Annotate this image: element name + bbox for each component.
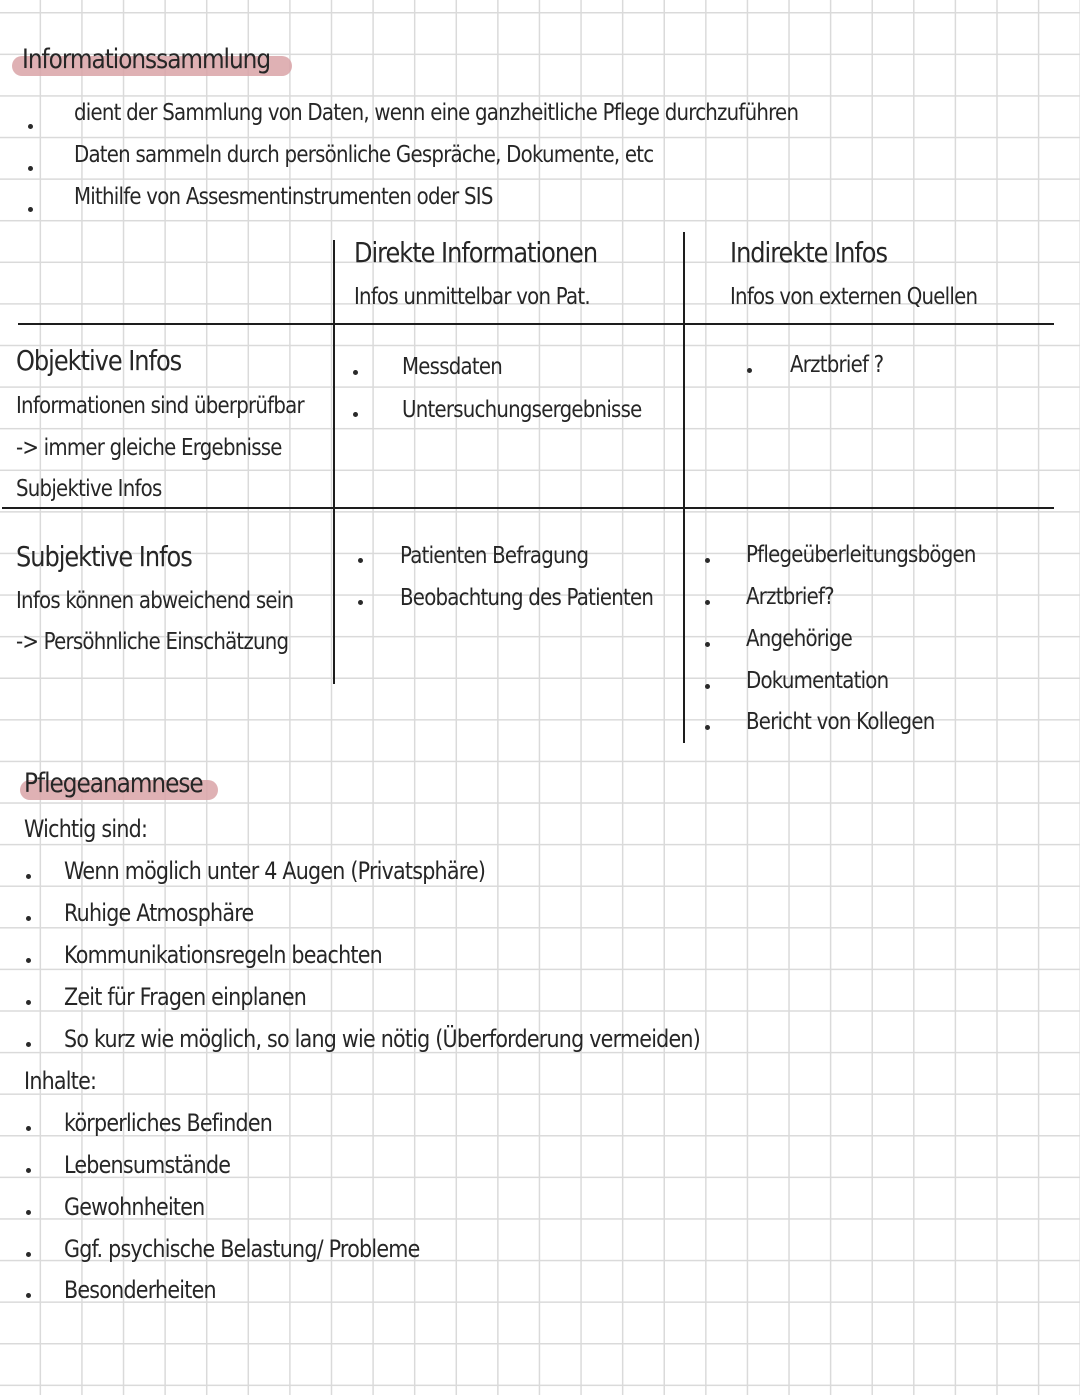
- list-item: Mithilfe von Assesmentinstrumenten oder SIS: [74, 184, 493, 210]
- row-header-subjective: Subjektive Infos: [16, 540, 192, 573]
- column-subheader-indirect: Infos von externen Quellen: [730, 284, 978, 310]
- bullet-dot: [353, 370, 358, 375]
- cell-item: Arztbrief?: [746, 584, 834, 610]
- list-item: körperliches Befinden: [64, 1109, 273, 1137]
- cell-item: Untersuchungsergebnisse: [402, 397, 642, 423]
- table-divider-horizontal-2: [2, 507, 1054, 509]
- bullet-dot: [358, 600, 363, 605]
- subheading-important: Wichtig sind:: [24, 815, 148, 843]
- bullet-dot: [26, 1126, 31, 1131]
- subheading-contents: Inhalte:: [24, 1067, 97, 1095]
- bullet-dot: [353, 412, 358, 417]
- bullet-dot: [705, 684, 710, 689]
- table-divider-horizontal-1: [18, 323, 1054, 325]
- cell-item: Pflegeüberleitungsbögen: [746, 542, 976, 568]
- bullet-dot: [26, 1252, 31, 1257]
- cell-item: Bericht von Kollegen: [746, 709, 935, 735]
- column-subheader-direct: Infos unmittelbar von Pat.: [354, 284, 590, 310]
- list-item: Wenn möglich unter 4 Augen (Privatsphäre): [64, 857, 486, 885]
- bullet-dot: [26, 1293, 31, 1298]
- bullet-dot: [358, 558, 363, 563]
- bullet-dot: [26, 1168, 31, 1173]
- bullet-dot: [28, 124, 33, 129]
- column-header-indirect: Indirekte Infos: [730, 236, 888, 269]
- cell-item: Angehörige: [746, 626, 853, 652]
- list-item: Gewohnheiten: [64, 1193, 205, 1221]
- list-item: Kommunikationsregeln beachten: [64, 941, 382, 969]
- row-description: -> immer gleiche Ergebnisse: [16, 435, 282, 461]
- section-title-pflegeanamnese: Pflegeanamnese: [24, 768, 203, 799]
- bullet-dot: [26, 916, 31, 921]
- bullet-dot: [705, 642, 710, 647]
- bullet-dot: [26, 874, 31, 879]
- table-divider-vertical-1: [333, 240, 335, 684]
- column-header-direct: Direkte Informationen: [354, 236, 598, 269]
- bullet-dot: [747, 368, 752, 373]
- cell-item: Arztbrief ?: [790, 352, 884, 378]
- bullet-dot: [26, 1210, 31, 1215]
- list-item: Daten sammeln durch persönliche Gespräche, Dokumente, etc: [74, 142, 654, 168]
- list-item: Lebensumstände: [64, 1151, 231, 1179]
- row-description: Infos können abweichend sein: [16, 588, 294, 614]
- row-description: -> Persöhnliche Einschätzung: [16, 629, 289, 655]
- cell-item: Messdaten: [402, 354, 503, 380]
- list-item: Ggf. psychische Belastung/ Probleme: [64, 1235, 420, 1263]
- section-title-informationssammlung: Informationssammlung: [22, 44, 271, 75]
- bullet-dot: [26, 1042, 31, 1047]
- cell-item: Patienten Befragung: [400, 543, 589, 569]
- list-item: Ruhige Atmosphäre: [64, 899, 254, 927]
- bullet-dot: [28, 207, 33, 212]
- table-divider-vertical-2: [683, 232, 685, 743]
- bullet-dot: [705, 725, 710, 730]
- cell-item: Beobachtung des Patienten: [400, 585, 654, 611]
- list-item: dient der Sammlung von Daten, wenn eine ganzheitliche Pflege durchzuführen: [74, 100, 799, 126]
- row-header-objective: Objektive Infos: [16, 344, 182, 377]
- list-item: Zeit für Fragen einplanen: [64, 983, 307, 1011]
- row-description: Subjektive Infos: [16, 476, 162, 502]
- row-description: Informationen sind überprüfbar: [16, 393, 304, 419]
- bullet-dot: [705, 558, 710, 563]
- list-item: Besonderheiten: [64, 1276, 216, 1304]
- bullet-dot: [26, 958, 31, 963]
- cell-item: Dokumentation: [746, 668, 889, 694]
- bullet-dot: [28, 166, 33, 171]
- bullet-dot: [705, 600, 710, 605]
- list-item: So kurz wie möglich, so lang wie nötig (Überforderung vermeiden): [64, 1025, 700, 1053]
- bullet-dot: [26, 1000, 31, 1005]
